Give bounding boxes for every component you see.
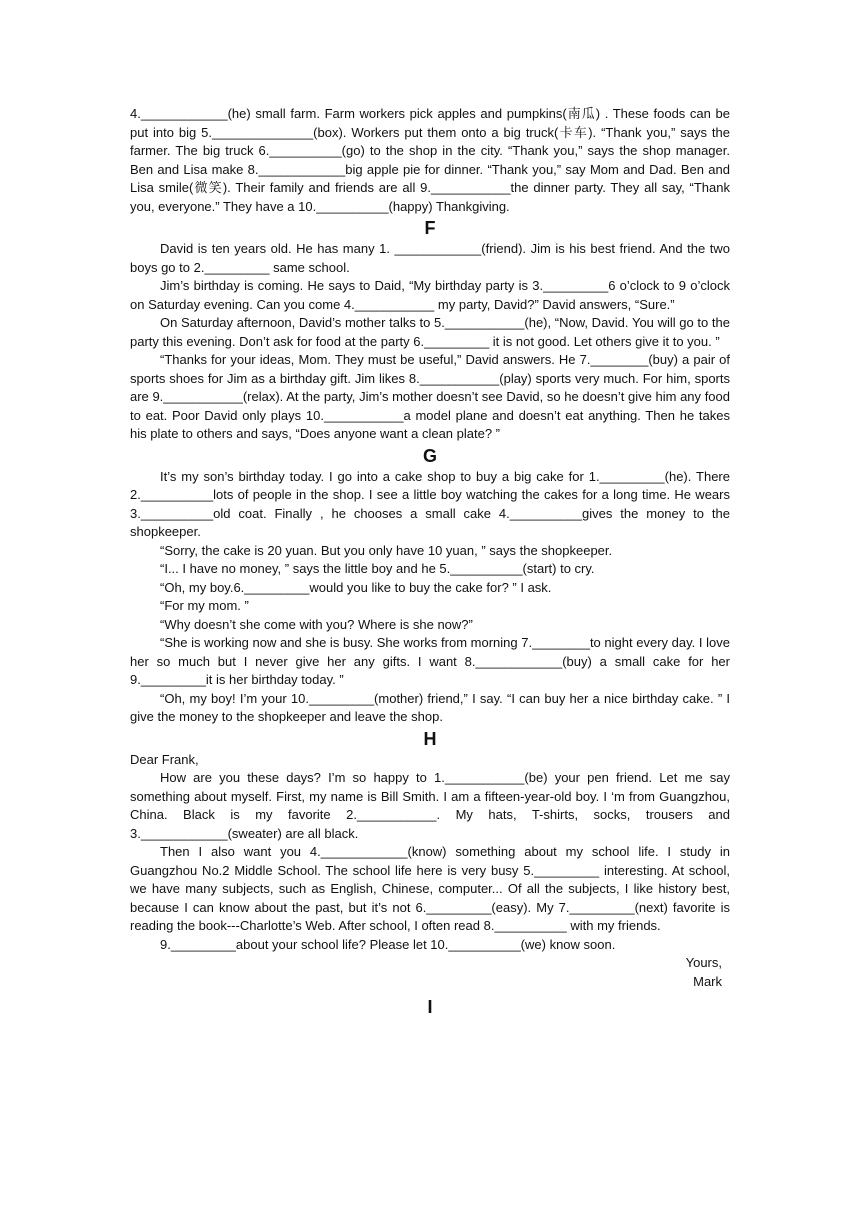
section-g-heading: G	[422, 445, 437, 466]
document-page	[130, 105, 730, 1019]
letter-salutation: Dear Frank,	[130, 751, 199, 767]
section-f-paragraph: On Saturday afternoon, David’s mother talks to 5.___________(he), “Now, David. You will go to the party this evening. Don’t ask for food at the party 6._________ it is not good. Let others give it to you. ”	[130, 315, 730, 349]
section-h-paragraph: 9._________about your school life? Please let 10.__________(we) know soon.	[160, 936, 616, 952]
letter-signature: Mark	[693, 973, 722, 989]
section-g-paragraph: “Oh, my boy! I’m your 10._________(mother) friend,” I say. “I can buy her a nice birthday cake. ” I give the money to the shopkeeper and leave the shop.	[130, 690, 730, 724]
section-h-paragraph: How are you these days? I’m so happy to 1.___________(be) your pen friend. Let me say something about myself. First, my name is Bill Smith. I am a fifteen-year-old boy. I ‘m from Guangzhou, China. Black is my favorite 2.___________. My hats, T-shirts, socks, trousers and 3.____________(sweater) are all black.	[130, 770, 730, 841]
section-g-paragraph: “Why doesn’t she come with you? Where is she now?”	[160, 616, 473, 632]
passage-e-continuation: 4.____________(he) small farm. Farm workers pick apples and pumpkins(南瓜) . These foods can be put into big 5.______________(box). Workers put them onto a big truck(卡车). “Thank you,” says the farmer. The big truck 6.__________(go) to the shop in the city. “Thank you,” says the shop manager. Ben and Lisa make 8.____________big apple pie for dinner. “Thank you,” say Mom and Dad. Ben and Lisa smile(微笑). Their family and friends are all 9.___________the dinner party. They all say, “Thank you, everyone.” They have a 10.__________(happy) Thankgiving.	[130, 106, 730, 214]
section-g-paragraph: “She is working now and she is busy. She works from morning 7.________to night every day. I love her so much but I never give her any gifts. I want 8.____________(buy) a small cake for her 9._________it is her birthday today. ”	[130, 635, 730, 687]
section-f-paragraph: David is ten years old. He has many 1. ____________(friend). Jim is his best friend. And the two boys go to 2._________ same school.	[130, 241, 730, 275]
section-g-paragraph: It’s my son’s birthday today. I go into a cake shop to buy a big cake for 1._________(he). There 2.__________lots of people in the shop. I see a little boy watching the cakes for a long time. He wears 3.__________old coat. Finally , he chooses a small cake 4.__________gives the money to the shopkeeper.	[130, 468, 730, 539]
section-h-paragraph: Then I also want you 4.____________(know) something about my school life. I study in Guangzhou No.2 Middle School. The school life here is very busy 5._________ interesting. At school, we have many subjects, such as English, Chinese, computer... Of all the subjects, I like history best, because I can know about the past, but it’s not 6._________(easy). My 7._________(next) favorite is reading the book---Charlotte’s Web. After school, I often read 8.__________ with my friends.	[130, 844, 730, 933]
letter-closing: Yours,	[685, 955, 722, 970]
section-f-heading: F	[424, 218, 436, 238]
section-g-paragraph: “For my mom. ”	[160, 598, 249, 613]
section-g-paragraph: “Oh, my boy.6._________would you like to buy the cake for? ” I ask.	[160, 579, 552, 595]
section-f-paragraph: “Thanks for your ideas, Mom. They must be useful,” David answers. He 7.________(buy) a pair of sports shoes for Jim as a birthday gift. Jim likes 8.___________(play) sports very much. For him, sports are 9.___________(relax). At the party, Jim’s mother doesn’t see David, so he doesn’t give him any food to eat. Poor David only plays 10.___________a model plane and doesn’t eat anything. Then he takes his plate to others and says, “Does anyone want a clean plate? ”	[130, 352, 730, 441]
section-i-heading: I	[427, 997, 433, 1017]
section-f-paragraph: Jim’s birthday is coming. He says to Daid, “My birthday party is 3._________6 o’clock to 9 o’clock on Saturday evening. Can you come 4.___________ my party, David?” David answers, “Sure.”	[130, 278, 730, 312]
section-g-paragraph: “I... I have no money, ” says the little boy and he 5.__________(start) to cry.	[160, 561, 595, 576]
section-g-paragraph: “Sorry, the cake is 20 yuan. But you only have 10 yuan, ” says the shopkeeper.	[160, 542, 613, 558]
section-h-heading: H	[423, 728, 437, 749]
